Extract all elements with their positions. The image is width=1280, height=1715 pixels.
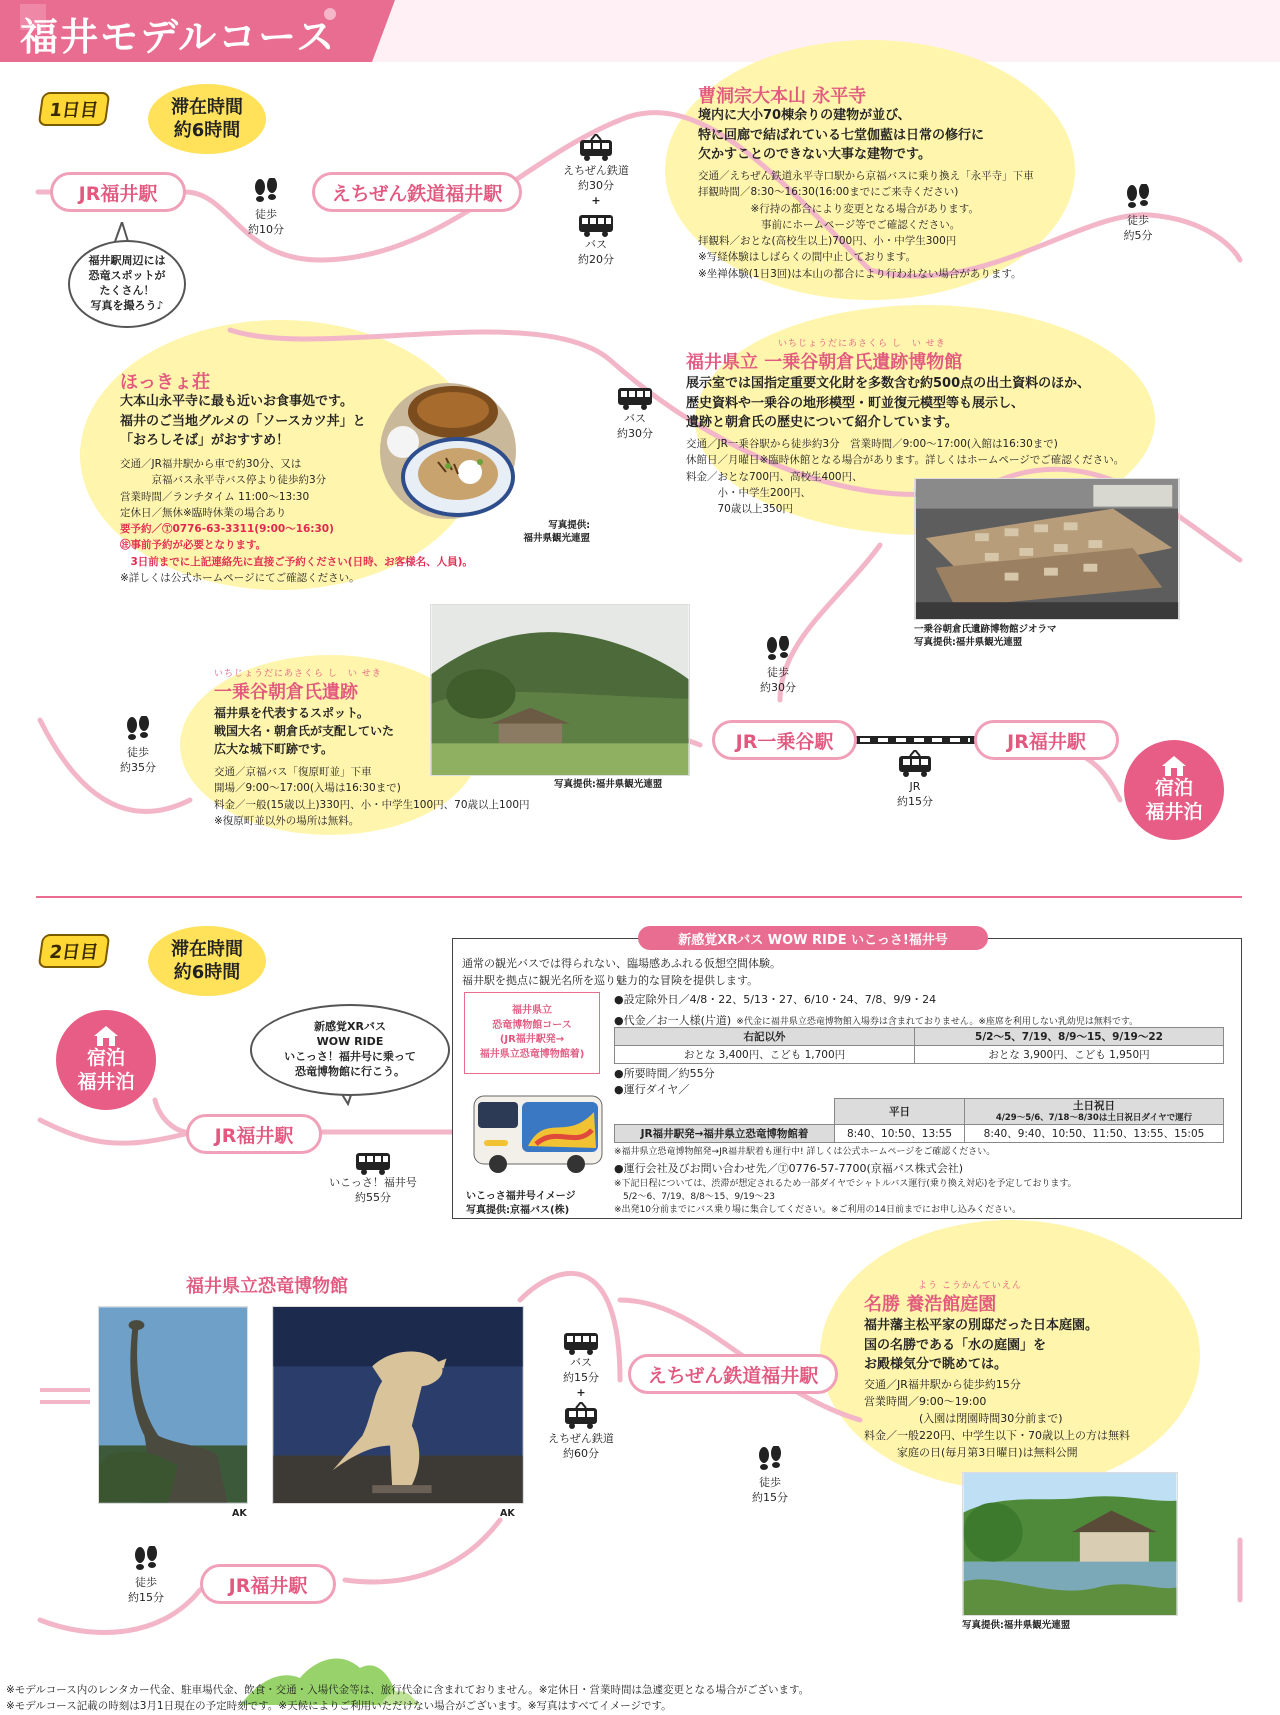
bus-transit-2 xyxy=(610,385,660,411)
walk-transit-3 xyxy=(758,636,798,662)
page-title: 福井モデルコース xyxy=(20,15,337,59)
garden-ruby: よう こうかんていえん xyxy=(918,1281,1022,1291)
station-echizen-fukui: えちぜん鉄道福井駅 xyxy=(312,172,522,212)
day-divider xyxy=(36,896,1242,898)
station-jr-fukui-end: JR福井駅 xyxy=(200,1564,336,1604)
xr-tt-note: ※福井県立恐竜博物館発→JR福井駅着も運行中! 詳しくは公式ホームページをご確認ください。 xyxy=(614,1147,996,1157)
footprints-icon xyxy=(756,1446,784,1472)
footprints-icon xyxy=(252,178,280,204)
bus-caption-ikossa: いこっさ！福井号 約55分 xyxy=(329,1176,417,1204)
eiheiji-details: 交通／えちぜん鉄道永平寺口駅から京福バスに乗り換え「永平寺」下車 拝観時間／8:30〜16:30(16:00までにご来寺ください) ※行持の都合により変更となる場合があります。 事前にホームページ等でご確認ください。 拝観料／おとな(高校生以上)700円、小・中学生300円 ※写経体験はしばらくの間中止しております。 ※坐禅体験(1日3回)は本山の都合により行われない場合があります。 xyxy=(698,170,1034,280)
train-icon xyxy=(562,1402,600,1430)
dino-caption-2: AK xyxy=(500,1508,515,1519)
rail-caption-day2: えちぜん鉄道 約60分 xyxy=(548,1432,614,1460)
walk-caption-3: 徒歩 約30分 xyxy=(760,666,796,694)
bus-icon xyxy=(354,1150,392,1176)
station-jr-ichijodani: JR一乗谷駅 xyxy=(712,720,857,760)
dino-caption-1: AK xyxy=(232,1508,247,1519)
footprints-icon xyxy=(1124,184,1152,210)
hokkyo-photo-caption: 写真提供: 福井県観光連盟 xyxy=(523,520,590,544)
xr-bus-heading: 新感覚XRバス WOW RIDE いこっさ!福井号 xyxy=(638,926,988,950)
garden-lead: 福井藩主松平家の別邸だった日本庭園。 国の名勝である「水の庭園」を お殿様気分で眺めては。 xyxy=(864,1318,1099,1372)
walk-caption-day2-2: 徒歩 約15分 xyxy=(128,1576,164,1604)
walk-transit-day2-1 xyxy=(750,1446,790,1472)
xr-price-row: ●代金／お一人様(片道) ※代金に福井県立恐竜博物館入場券は含まれておりません。※座席を利用しない乳幼児は無料です。 xyxy=(614,1014,1139,1027)
museum-ruby: いちじょうだにあさくら し い せき xyxy=(778,339,946,349)
bus-transit-1 xyxy=(566,212,626,238)
footprints-icon xyxy=(764,636,792,662)
museum-lead: 展示室では国指定重要文化財を多数含む約500点の出土資料のほか、 歴史資料や一乗谷の地形模型・町並復元模型等も展示し、 遺跡と朝倉氏の歴史について紹介しています。 xyxy=(686,376,1091,430)
xr-contact: ●運行会社及びお問い合わせ先／Ⓣ0776-57-7700(京福バス株式会社) xyxy=(614,1162,964,1175)
xr-notes: ※下記日程については、渋滞が想定されるため一部ダイヤでシャトルバス運行(乗り換え対応)を予定しております。 5/2〜6、7/19、8/8〜15、9/19〜23 ※出発10分前までにバス乗り場に集合してください。※ご利用の14日前までにお申し込みください。 xyxy=(614,1179,1077,1216)
xr-timetable-label: ●運行ダイヤ／ xyxy=(614,1083,690,1096)
ruins-photo-caption: 写真提供:福井県観光連盟 xyxy=(554,779,663,790)
train-icon xyxy=(896,750,934,778)
footer-notes: ※モデルコース内のレンタカー代金、駐車場代金、飲食・交通・入場代金等は、旅行代金に含まれておりません。※定休日・営業時間は急遽変更となる場合がございます。 ※モデルコース記載の時刻は3月1日現在の予定時刻です。※天候によりご利用いただけない場合がございます。※写真はすべてイメージです。 xyxy=(6,1684,810,1713)
museum-title: 福井県立 一乗谷朝倉氏遺跡博物館 xyxy=(686,352,963,373)
day1-stay-badge xyxy=(148,84,266,154)
xr-off-days: ●設定除外日／4/8・22、5/13・27、6/10・24、7/8、9/9・24 xyxy=(614,993,937,1006)
stay-label: 滞在時間 xyxy=(171,96,243,118)
hokkyo-lead: 大本山永平寺に最も近いお食事処です。 福井のご当地グルメの「ソースカツ丼」と 「おろしそば」がおすすめ！ xyxy=(120,394,366,448)
walk-transit-2 xyxy=(1118,184,1158,210)
stay-duration: 約6時間 xyxy=(173,120,241,141)
rail-transit-day2 xyxy=(556,1402,606,1430)
speech-bubble-day1: 福井駅周辺には 恐竜スポットが たくさん！ 写真を撮ろう♪ xyxy=(68,240,186,328)
xr-timetable: 平日 土日祝日 4/29〜5/6、7/18〜8/30は土日祝日ダイヤで運行 JR福井駅発→福井県立恐竜博物館着 8:40、10:50、13:55 8:40、9:40、10:50、11:50、13:55、15:05 xyxy=(614,1098,1224,1143)
bus-caption-day2: バス 約15分 + xyxy=(563,1356,599,1399)
eiheiji-lead: 境内に大小70棟余りの建物が並び、 特に回廊で結ばれている七堂伽藍は日常の修行に 欠かすことのできない大事な建物です。 xyxy=(698,108,985,162)
station-jr-fukui: JR福井駅 xyxy=(50,172,186,212)
garden-title: 名勝 養浩館庭園 xyxy=(864,1294,997,1315)
station-jr-fukui-2: JR福井駅 xyxy=(974,720,1119,760)
museum-diorama-photo xyxy=(914,478,1180,620)
footprints-icon xyxy=(124,716,152,742)
day2-stay-circle: 宿泊 福井泊 xyxy=(56,1010,156,1110)
ruins-title: 一乗谷朝倉氏遺跡 xyxy=(214,682,358,703)
ruins-ruby: いちじょうだにあさくら し い せき xyxy=(214,669,382,679)
bus-transit-day2 xyxy=(556,1330,606,1356)
bus-caption-1: バス 約20分 xyxy=(578,238,614,266)
station-jr-fukui-day2: JR福井駅 xyxy=(186,1114,322,1154)
garden-details: 交通／JR福井駅から徒歩約15分 営業時間／9:00〜19:00 (入園は閉園時間30分前まで) 料金／一般220円、中学生以下・70歳以上の方は無料 家庭の日(毎月第3日曜日)は無料公開 xyxy=(864,1378,1130,1460)
walk-caption-day2-1: 徒歩 約15分 xyxy=(752,1476,788,1504)
speech-bubble-day2: 新感覚XRバス WOW RIDE いこっさ！福井号に乗って 恐竜博物館に行こう。 xyxy=(250,1004,450,1096)
walk-caption-2: 徒歩 約5分 xyxy=(1123,214,1153,242)
jr-caption: JR 約15分 xyxy=(897,780,933,808)
walk-transit-1 xyxy=(246,178,286,204)
walk-caption-1: 徒歩 約10分 xyxy=(248,208,284,236)
xr-bus-photo xyxy=(466,1082,606,1186)
dino-left-lines xyxy=(40,1390,90,1402)
hokkyo-details: 交通／JR福井駅から車で約30分、又は 京福バス永平寺バス停より徒歩約3分 営業時間／ランチタイム 11:00〜13:30 定休日／無休※臨時休業の場合あり 要予約／Ⓣ0776-63-3311(9:00〜16:30) ㊟事前予約が必要となります。 3日前までに上記連絡先に直接ご予約ください(日時、お客様名、人員)。 ※詳しくは公式ホームページにてご確認ください。 xyxy=(120,458,473,584)
ruins-details: 交通／京福バス「復原町並」下車 開場／9:00〜17:00(入場は16:30まで) 料金／一般(15歳以上)330円、小・中学生100円、70歳以上100円 ※復原町並以外の場所は無料。 xyxy=(214,766,530,827)
house-icon xyxy=(1161,755,1187,777)
xr-intro: 通常の観光バスでは得られない、臨場感あふれる仮想空間体験。 福井駅を拠点に観光名所を巡り魅力的な冒険を提供します。 xyxy=(462,957,781,987)
xr-course-box: 福井県立 恐竜博物館コース (JR福井駅発→ 福井県立恐竜博物館着) xyxy=(464,992,600,1074)
jr-transit xyxy=(890,750,940,778)
dino-photo-1 xyxy=(98,1306,248,1504)
xr-duration: ●所要時間／約55分 xyxy=(614,1067,715,1080)
bus-icon xyxy=(616,385,654,411)
xr-price-table: 右記以外 5/2〜5、7/19、8/9〜15、9/19〜22 おとな 3,400円、こども 1,700円 おとな 3,900円、こども 1,950円 xyxy=(614,1027,1224,1064)
train-icon xyxy=(577,134,615,162)
garden-photo xyxy=(962,1472,1178,1616)
day1-stay-circle: 宿泊 福井泊 xyxy=(1124,740,1224,840)
hokkyo-food-photo xyxy=(378,382,518,520)
walk-transit-day2-2 xyxy=(126,1546,166,1572)
bus-icon xyxy=(562,1330,600,1356)
bus-transit-ikossa xyxy=(348,1150,398,1176)
museum-photo-caption: 一乗谷朝倉氏遺跡博物館ジオラマ 写真提供:福井県観光連盟 xyxy=(914,624,1057,648)
eiheiji-title: 曹洞宗大本山 永平寺 xyxy=(698,86,867,107)
bus-caption-2: バス 約30分 xyxy=(617,412,653,440)
museum-details: 交通／JR一乗谷駅から徒歩約3分 営業時間／9:00〜17:00(入館は16:30まで) 休館日／月曜日※臨時休館となる場合があります。詳しくはホームページでご確認ください。 料金／おとな700円、高校生400円、 小・中学生200円、 70歳以上350円 xyxy=(686,438,1125,516)
day2-badge: 2日目 xyxy=(38,934,111,968)
dino-title: 福井県立恐竜博物館 xyxy=(186,1276,348,1297)
footprints-icon xyxy=(132,1546,160,1572)
day1-badge: 1日目 xyxy=(38,92,111,126)
day2-stay-badge: 滞在時間 約6時間 xyxy=(148,926,266,996)
dino-photo-2 xyxy=(272,1306,524,1504)
walk-caption-4: 徒歩 約35分 xyxy=(120,746,156,774)
rail-caption-1: えちぜん鉄道 約30分 + xyxy=(563,164,629,207)
ruins-photo xyxy=(430,604,690,776)
walk-transit-4 xyxy=(118,716,158,742)
bus-icon xyxy=(577,212,615,238)
xr-bus-caption: いこっさ福井号イメージ 写真提供:京福バス(株) xyxy=(466,1191,576,1216)
hokkyo-title: ほっきょ荘 xyxy=(120,372,210,393)
station-echizen-fukui-day2: えちぜん鉄道福井駅 xyxy=(628,1354,838,1394)
ruins-lead: 福井県を代表するスポット。 戦国大名・朝倉氏が支配していた 広大な城下町跡です。 xyxy=(214,706,395,756)
house-icon xyxy=(93,1025,119,1047)
rail-transit-1 xyxy=(566,134,626,162)
garden-photo-caption: 写真提供:福井県観光連盟 xyxy=(962,1620,1071,1631)
